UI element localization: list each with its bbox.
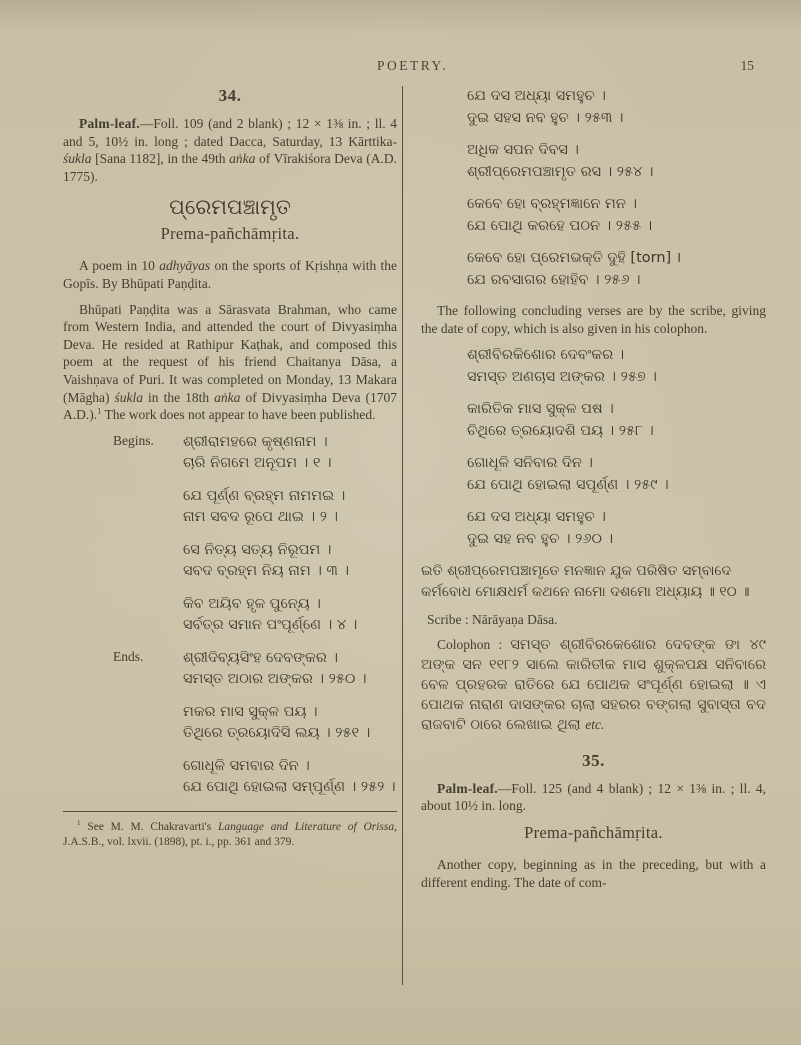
text-segment: Language and Literature of Orissa: [218, 820, 395, 833]
verse-line: ମକର ମାସ ସୁକ୍ଳ ପୟ ।: [183, 703, 318, 720]
rubric-line: କର୍ମବୋଧ ମୋକ୍ଷଧର୍ମ କଥନେ ନାମୋ ଦଶମୋ ଅଧ୍ୟାୟ ॥ ୧୦ ॥: [421, 584, 750, 601]
ends-continuation-verses: [421, 86, 766, 291]
verse-couplet: [183, 432, 397, 475]
text-segment: —Foll. 125 (and 4 blank) ; 12 × 1⅜ in. ; ll. 4, about 10½ in. long.: [421, 780, 766, 814]
rubric-line: ଇତି ଶ୍ରୀପ୍ରେମପଞ୍ଚାମୃତେ ମନଜ୍ଞାନ ଯୁକ ପରିଷିତ ସମ୍ବାଦେ: [421, 563, 732, 580]
verse-couplet: [183, 756, 397, 799]
verse-couplet: [467, 86, 766, 129]
ends-label: Ends.: [113, 648, 144, 664]
verse-couplet: [467, 399, 766, 442]
colophon-rubric: [421, 561, 766, 603]
text-segment: of Divyasiṃha Deva (1707 A.D.).: [63, 389, 398, 423]
entry-35-note: Another copy, beginning as in the preceding, but with a different ending. The date of com-: [421, 856, 766, 890]
verse-line: ସବଦ ବ୍ରହ୍ମ ନିୟ ନାମ । ୩ ।: [183, 563, 350, 580]
verse-line: ଶ୍ରୀପ୍ରେମପଞ୍ଚାମୃତ ରସ । ୨୫୪ ।: [467, 163, 654, 180]
verse-line: ଯେ ପୋଥି ହୋଇଲା ସମ୍ପୂର୍ଣ୍ଣ । ୨୫୨ ।: [183, 779, 396, 796]
text-segment: aṅka: [214, 389, 241, 405]
verse-line: ଅଧିକ ସପନ ଦିବସ ।: [467, 142, 579, 158]
text-segment: in the 18th: [143, 389, 215, 405]
text-segment: on the sports of Kṛishṇa with the Gopīs. By Bhūpati Paṇḍita.: [63, 258, 397, 291]
verse-couplet: [467, 194, 766, 237]
text-segment: The work does not appear to have been published.: [101, 407, 376, 423]
verse-couplet: [467, 507, 766, 550]
footnote-divider: [63, 811, 397, 812]
text-segment: A poem in 10: [79, 258, 160, 274]
text-segment: 1: [77, 818, 81, 827]
text-segment: 1: [97, 406, 102, 416]
verse-line: ଯେ ରବସାଗର ହୋହିବ । ୨୫୬ ।: [467, 271, 641, 288]
verse-couplet: [183, 540, 397, 583]
text-segment: śukla: [114, 389, 144, 405]
verse-line: ସମସ୍ତ ଅଠାର ଅଙ୍କର । ୨୫୦ ।: [183, 671, 367, 688]
page-number: 15: [740, 58, 754, 73]
text-segment: See M. M. Chakravarti's: [80, 820, 218, 833]
text-segment: of Vīrakiśora Deva (A.D. 1775).: [63, 151, 397, 184]
verse-line: ତିଥିରେ ତ୍ରୟୋଦିସି ଲୟ । ୨୫୧ ।: [183, 725, 371, 742]
verse-couplet: [183, 702, 397, 745]
text-segment: etc.: [585, 716, 605, 732]
verse-line: ଶ୍ରୀବିରକିଶୋର ଦେବଂକର ।: [467, 347, 625, 364]
running-title: POETRY.: [377, 58, 448, 73]
left-column: [63, 86, 397, 851]
entry-34-number: 34.: [218, 86, 242, 105]
text-segment: , J.A.S.B., vol. lxvii. (1898), pt. i., pp. 361 and 379.: [63, 820, 397, 849]
entry-35-title-roman: Prema-pañchāmṛita.: [524, 822, 663, 842]
verse-couplet: [183, 594, 397, 637]
scribe-date-verses: [421, 345, 766, 550]
verse-line: ଦୁଇ ସହ ନବ ହୁଚ । ୨୬୦ ।: [467, 530, 614, 547]
begins-verses: [183, 432, 397, 637]
text-segment: Palm-leaf.: [79, 116, 140, 131]
verse-line: କିବ ଅୟିବ ହୃଳ ପୁନ୍ୟେ ।: [183, 595, 321, 612]
entry-34-summary: [63, 257, 397, 292]
entry-34-title-roman: Prema-pañchāmṛita.: [160, 224, 300, 244]
ends-verses: [183, 648, 397, 799]
verse-line: ଗୋଧୂଳି ସନିବାର ଦିନ ।: [467, 455, 593, 472]
verse-line: ସର୍ବତ୍ର ସମାନ ପଂପୂର୍ଣ୍ଣେ । ୪ ।: [183, 617, 358, 634]
verse-couplet: [467, 140, 766, 183]
entry-35-number: 35.: [582, 750, 605, 770]
text-segment: Colophon :: [437, 636, 511, 652]
verse-line: ଶ୍ରୀରାମହରେ କୃଷ୍ଣନାମ ।: [183, 433, 328, 450]
verse-line: ଗୋଧୂଳି ସମବାର ଦିନ ।: [183, 757, 310, 774]
colophon-paragraph: [421, 635, 766, 735]
verse-couplet: [183, 486, 397, 529]
verse-line: କେବେ ହୋ ପ୍ରେମଭକ୍ତି ଦୁହି [torn] ।: [467, 250, 682, 266]
verse-line: କାରିତିକ ମାସ ସୁକ୍ଳ ପଷ ।: [467, 401, 614, 418]
verse-couplet: [183, 648, 397, 691]
verse-line: ଯେ ପୋଥି ହୋଇଲା ସପୂର୍ଣ୍ଣ । ୨୫୯ ।: [467, 476, 669, 493]
verse-line: ନାମ ସବଦ ରୂପେ ଥାଇ । ୨ ।: [183, 509, 339, 526]
text-segment: —Foll. 109 (and 2 blank) ; 12 × 1⅜ in. ; ll. 4 and 5, 10½ in. long ; dated Dacca, Saturday, 13 Kārttika-: [63, 116, 397, 149]
footnote: [63, 820, 397, 851]
begins-section: [63, 432, 397, 637]
text-segment: ସମସ୍ତ ଶ୍ରୀବିରକେଶୋର ଦେବଙ୍କ ଙା ୪୯ ଅଙ୍କ ସନ ୧୧୮୨ ସାଲେ କାରିତୀକ ମାସ ଶୁକ୍ଳପକ୍ଷ ସନିବାରେ ବେଳ ପ୍ରହରକ ରାତିରେ ଯେ ପୋଥକ ସଂପୂର୍ଣ୍ଣ ହୋଇଲା ॥ ଏ ପୋଥକ ନାରାଣ ଦାସଙ୍କର ଚାଲା ସହରର ବଙ୍ଗଲା ସୁବାସ୍ତା ବଦ ରାଜବାଟି ଠାରେ ଲେଖାଇ ଥିଲା: [421, 636, 766, 733]
text-segment: [Sana 1182], in the 49th: [91, 151, 230, 167]
verse-couplet: [467, 453, 766, 496]
verse-line: ସେ ନିତ୍ୟ ସତ୍ୟ ନିରୂପମ ।: [183, 541, 332, 558]
verse-line: ଚିଥିରେ ତ୍ରୟୋଦଶି ପୟ । ୨୫୮ ।: [467, 422, 654, 439]
column-divider: [402, 86, 403, 985]
text-segment: adhyāyas: [159, 258, 211, 274]
entry-34-title-oriya: ପ୍ରେମପଞ୍ଚାମୃତ: [169, 195, 291, 220]
ends-section: [63, 648, 397, 799]
page-header: [63, 58, 762, 78]
verse-line: ଶ୍ରୀଦିବ୍ୟସିଂହ ଦେବଙ୍କର ।: [183, 649, 338, 666]
entry-35-physical-description: [421, 780, 766, 815]
text-segment: śukla: [63, 151, 92, 167]
verse-couplet: [467, 248, 766, 291]
verse-line: ଯେ ଦସ ଅଧ୍ୟା ସମହୁଚ ।: [467, 88, 606, 104]
scribe-note-paragraph: The following concluding verses are by the scribe, giving the date of copy, which is also given in his colophon.: [421, 303, 766, 336]
verse-line: ଦୁଇ ସହସ ନବ ହୁଚ । ୨୫୩ ।: [467, 109, 624, 126]
entry-34-biography: [63, 301, 397, 424]
verse-line: ସମସ୍ତ ଅଣଚାସ ଅଙ୍କର । ୨୫୭ ।: [467, 368, 657, 385]
text-segment: aṅka: [229, 151, 256, 167]
verse-line: ଯେ ପୂର୍ଣ୍ଣ ବ୍ରହ୍ମ ନାମମଇ ।: [183, 487, 346, 504]
text-segment: Bhūpati Paṇḍita was a Sārasvata Brahman, who came from Western India, and attended the court of Divyasiṃha Deva. He resided at Rathipur Kaṭhak, and composed this poem at the request of his friend Chaitanya Dāsa, a Vaishṇava of Puri. It was completed on Monday, 13 Makara (Māgha): [63, 301, 397, 405]
entry-34-physical-description: [63, 115, 397, 185]
verse-line: ଯେ ଦସ ଅଧ୍ୟା ସମହୁଚ ।: [467, 509, 606, 526]
text-segment: Palm-leaf.: [437, 780, 498, 796]
scribe-line: Scribe : Nārāyaṇa Dāsa.: [427, 612, 558, 628]
right-column: [421, 86, 766, 899]
begins-label: Begins.: [113, 432, 154, 448]
verse-line: ଯେ ପୋଥି କରହେ ପଠନ । ୨୫୫ ।: [467, 217, 653, 234]
verse-line: କେବେ ହୋ ବ୍ରହ୍ମଜ୍ଞାନେ ମନ ।: [467, 196, 637, 212]
verse-line: ଚାରି ନିଗମେ ଅନୂପମ । ୧ ।: [183, 455, 332, 472]
verse-couplet: [467, 345, 766, 388]
